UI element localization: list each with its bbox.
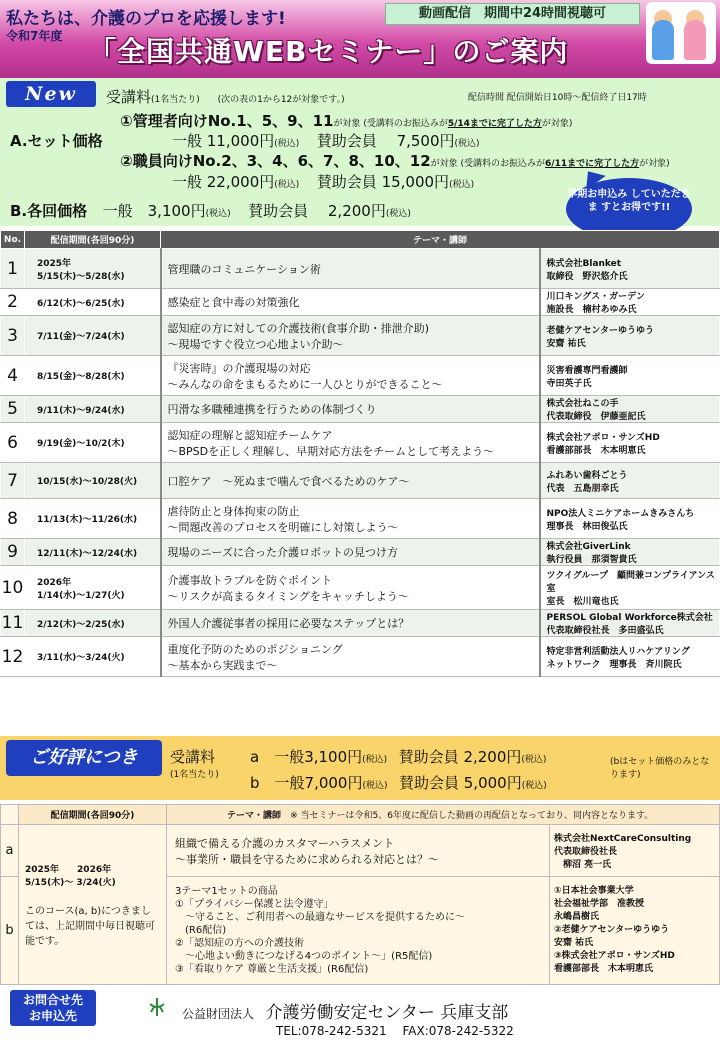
schedule-speaker: ふれあい歯科ごとう 代表 五島朋幸氏 xyxy=(540,463,720,499)
schedule-no: 4 xyxy=(1,356,25,396)
set2-line xyxy=(120,150,720,171)
lower-col-theme: テーマ・講師 ※ 当セミナーは令和5、6年度に配信した動画の再配信となっており、同内容となります。 xyxy=(167,805,720,825)
schedule-speaker: 災害看護専門看護師 寺田英子氏 xyxy=(540,356,720,396)
set2-deadline: 6/11までに完了した方 xyxy=(545,159,640,169)
popular-badge: ご好評につき xyxy=(6,740,162,776)
popular-a-member: 賛助会員 2,200円 xyxy=(398,748,522,766)
lower-notice: ※ 当セミナーは令和5、6年度に配信した動画の再配信となっており、同内容となります。 xyxy=(290,811,654,821)
schedule-row xyxy=(1,637,720,677)
schedule-speaker: 株式会社Blanket 取締役 野沢悠介氏 xyxy=(540,249,720,289)
row-a-speaker: 株式会社NextCareConsulting 代表取締役社長 柳沼 亮一氏 xyxy=(550,825,720,877)
archive-table xyxy=(0,804,720,985)
lower-period-cell xyxy=(19,825,167,985)
schedule-speaker: 株式会社ねこの手 代表取締役 伊藤亜記氏 xyxy=(540,396,720,423)
schedule-no: 11 xyxy=(1,610,25,637)
schedule-date: 11/13(木)～11/26(水) xyxy=(25,499,161,539)
children-illustration-icon xyxy=(646,2,716,64)
schedule-date: 9/11(木)～9/24(水) xyxy=(25,396,161,423)
popular-a-general: a 一般3,100円 xyxy=(250,748,363,766)
schedule-row xyxy=(1,610,720,637)
schedule-theme: 認知症の方に対しての介護技術(食事介助・排泄介助) ～現場ですぐ役立つ心地よい介助～ xyxy=(161,316,540,356)
schedule-row xyxy=(1,539,720,566)
each-member: 賛助会員 2,200円 xyxy=(248,202,386,220)
schedule-row xyxy=(1,463,720,499)
stream-info: 動画配信 期間中24時間視聴可 xyxy=(385,3,640,25)
schedule-theme: 介護事故トラブルを防ぐポイント ～リスクが高まるタイミングをキャッチしよう～ xyxy=(161,566,540,610)
each-general: 一般 3,100円 xyxy=(102,202,206,220)
schedule-theme: 虐待防止と身体拘束の防止 ～問題改善のプロセスを明確にし対策しよう～ xyxy=(161,499,540,539)
row-b-theme: 3テーマ1セットの商品 ①「プライバシー保護と法令遵守」 ～守ること、ご利用者への最適なサービスを提供するために～ (R6配信) ②「認知症の方への介護技術 ～心地よい動きにつなげる4つのポイント～」(R5配信) ③「看取りケア 尊厳と生活支援」(R6配信) xyxy=(167,877,550,985)
set2-general: 一般 22,000円 xyxy=(172,173,275,191)
row-b-speaker: ①日本社会事業大学 社会福祉学部 准教授 永嶋昌樹氏 ②老健ケアセンターゆうゆう 安齋 祐氏 ③株式会社アポロ・サンズHD 看護部部長 木本明恵氏 xyxy=(550,877,720,985)
schedule-theme: 現場のニーズに合った介護ロボットの見つけ方 xyxy=(161,539,540,566)
schedule-no: 8 xyxy=(1,499,25,539)
schedule-theme: 外国人介護従事者の採用に必要なステップとは？ xyxy=(161,610,540,637)
early-bird-bubble: 早期お申込み していただきま すとお得です!! xyxy=(566,178,692,240)
schedule-no: 5 xyxy=(1,396,25,423)
schedule-theme: 重度化予防のためのポジショニング ～基本から実践まで～ xyxy=(161,637,540,677)
fee-unit: (1名当たり) xyxy=(151,95,200,105)
popular-line-b: b 一般7,000円(税込) 賛助会員 5,000円(税込) xyxy=(250,774,547,792)
contact-badge: お問合せ先 お申込先 xyxy=(10,990,96,1026)
fee-heading xyxy=(106,86,345,107)
popular-fee xyxy=(170,748,219,784)
schedule-speaker: NPO法人ミニケアホームきみさんち 理事長 林田俊弘氏 xyxy=(540,499,720,539)
schedule-no: 9 xyxy=(1,539,25,566)
row-a-label: a xyxy=(1,825,19,877)
schedule-row xyxy=(1,356,720,396)
tagline: 私たちは、介護のプロを応援します! xyxy=(6,9,286,29)
org-name: 介護労働安定センター 兵庫支部 xyxy=(265,1003,509,1023)
schedule-table xyxy=(0,230,720,677)
each-price-label: B.各回価格 xyxy=(10,202,88,220)
popular-note: (bはセット価格のみとなります) xyxy=(610,757,710,780)
schedule-theme: 感染症と食中毒の対策強化 xyxy=(161,289,540,316)
org-logo-icon xyxy=(146,996,168,1018)
popular-fee-unit: (1名当たり) xyxy=(170,770,219,780)
schedule-date: 2/12(木)～2/25(水) xyxy=(25,610,161,637)
row-b-label: b xyxy=(1,877,19,985)
set-price-label: A.セット価格 xyxy=(10,132,103,150)
set1-title: ①管理者向けNo.1、5、9、11 xyxy=(120,112,334,130)
schedule-no: 2 xyxy=(1,289,25,316)
schedule-date: 2025年 5/15(木)～5/28(水) xyxy=(25,249,161,289)
fee-label: 受講料 xyxy=(106,88,152,106)
schedule-no: 6 xyxy=(1,423,25,463)
schedule-date: 8/15(金)～8/28(木) xyxy=(25,356,161,396)
lower-period-range: 5/15(木)～ 3/24(火) xyxy=(25,878,116,888)
schedule-speaker: ツクイグループ 顧問兼コンプライアンス室 室長 松川竜也氏 xyxy=(540,566,720,610)
delivery-time: 配信時間 配信開始日10時～配信終了日17時 xyxy=(468,93,647,103)
schedule-no: 7 xyxy=(1,463,25,499)
contact-phone-fax: TEL:078-242-5321 FAX:078-242-5322 xyxy=(276,1024,514,1038)
lower-period-years: 2025年 2026年 xyxy=(25,865,112,875)
schedule-no: 12 xyxy=(1,637,25,677)
set1-general: 一般 11,000円 xyxy=(172,132,275,150)
each-price-line: B.各回価格 一般 3,100円(税込) 賛助会員 2,200円(税込) xyxy=(10,202,411,220)
set2-note: が対象 (受講料のお振込みが xyxy=(430,159,546,169)
schedule-speaker: 川口キングス・ガーデン 施設長 楠村あゆみ氏 xyxy=(540,289,720,316)
set1-line xyxy=(120,110,720,131)
schedule-row xyxy=(1,249,720,289)
schedule-speaker: 株式会社アポロ・サンズHD 看護部部長 木本明恵氏 xyxy=(540,423,720,463)
schedule-date: 12/11(木)～12/24(水) xyxy=(25,539,161,566)
schedule-date: 9/19(金)～10/2(木) xyxy=(25,423,161,463)
schedule-speaker: 特定非営利活動法人リハケアリング ネットワーク 理事長 斉川院氏 xyxy=(540,637,720,677)
fee-note: (次の表の1から12が対象です。) xyxy=(217,95,345,105)
org-type: 公益財団法人 xyxy=(182,1007,255,1021)
schedule-speaker: 老健ケアセンターゆうゆう 安齋 祐氏 xyxy=(540,316,720,356)
schedule-row xyxy=(1,396,720,423)
schedule-date: 6/12(木)～6/25(水) xyxy=(25,289,161,316)
schedule-no: 3 xyxy=(1,316,25,356)
schedule-no: 1 xyxy=(1,249,25,289)
schedule-theme: 口腔ケア ～死ぬまで噛んで食べるためのケア～ xyxy=(161,463,540,499)
set1-prices: 一般 11,000円(税込) 賛助会員 7,500円(税込) xyxy=(172,132,480,150)
schedule-date: 3/11(水)～3/24(火) xyxy=(25,637,161,677)
fiscal-year: 令和7年度 xyxy=(6,29,63,43)
set1-note: が対象 (受講料のお振込みが xyxy=(333,119,448,129)
schedule-row xyxy=(1,289,720,316)
schedule-speaker: PERSOL Global Workforce株式会社 代表取締役社長 多田盛弘氏 xyxy=(540,610,720,637)
schedule-no: 10 xyxy=(1,566,25,610)
set1-deadline: 5/14までに完了した方 xyxy=(447,119,542,129)
schedule-row xyxy=(1,499,720,539)
new-badge: New xyxy=(6,81,96,107)
col-no: No. xyxy=(1,231,25,249)
set2-member: 賛助会員 15,000円 xyxy=(316,173,450,191)
schedule-date: 2026年 1/14(水)～1/27(火) xyxy=(25,566,161,610)
schedule-theme: 管理職のコミュニケーション術 xyxy=(161,249,540,289)
set1-note-end: が対象) xyxy=(541,119,573,129)
schedule-speaker: 株式会社GiverLink 執行役員 那須智貴氏 xyxy=(540,539,720,566)
schedule-theme: 『災害時』の介護現場の対応 ～みんなの命をまもるために一人ひとりができること～ xyxy=(161,356,540,396)
org-line xyxy=(182,998,508,1023)
col-theme: テーマ・講師 xyxy=(161,231,720,249)
popular-b-member: 賛助会員 5,000円 xyxy=(399,774,522,792)
schedule-date: 10/15(水)～10/28(火) xyxy=(25,463,161,499)
page-title: 「全国共通WEBセミナー」のご案内 xyxy=(88,35,569,68)
set2-title: ②職員向けNo.2、3、4、6、7、8、10、12 xyxy=(120,152,431,170)
schedule-theme: 円滑な多職種連携を行うための体制づくり xyxy=(161,396,540,423)
popular-line-a: a 一般3,100円(税込) 賛助会員 2,200円(税込) xyxy=(250,748,547,766)
popular-fee-label: 受講料 xyxy=(170,748,216,766)
set2-note-end: が対象) xyxy=(639,159,670,169)
popular-b-general: b 一般7,000円 xyxy=(250,774,363,792)
row-a-theme: 組織で備える介護のカスタマーハラスメント ～事業所・職員を守るために求められる対応とは？～ xyxy=(167,825,550,877)
schedule-row xyxy=(1,316,720,356)
set2-prices: 一般 22,000円(税込) 賛助会員 15,000円(税込) xyxy=(172,173,475,191)
set1-member: 賛助会員 7,500円 xyxy=(316,132,455,150)
schedule-row xyxy=(1,423,720,463)
schedule-date: 7/11(金)～7/24(木) xyxy=(25,316,161,356)
schedule-theme: 認知症の理解と認知症チームケア ～BPSDを正しく理解し、早期対応方法をチームとして考えよう～ xyxy=(161,423,540,463)
schedule-row xyxy=(1,566,720,610)
col-period: 配信期間(各回90分) xyxy=(25,231,161,249)
lower-period-note: このコース(a, b)につきましては、上記期間中毎日視聴可能です。 xyxy=(25,906,155,947)
lower-col-period: 配信期間(各回90分) xyxy=(19,805,167,825)
